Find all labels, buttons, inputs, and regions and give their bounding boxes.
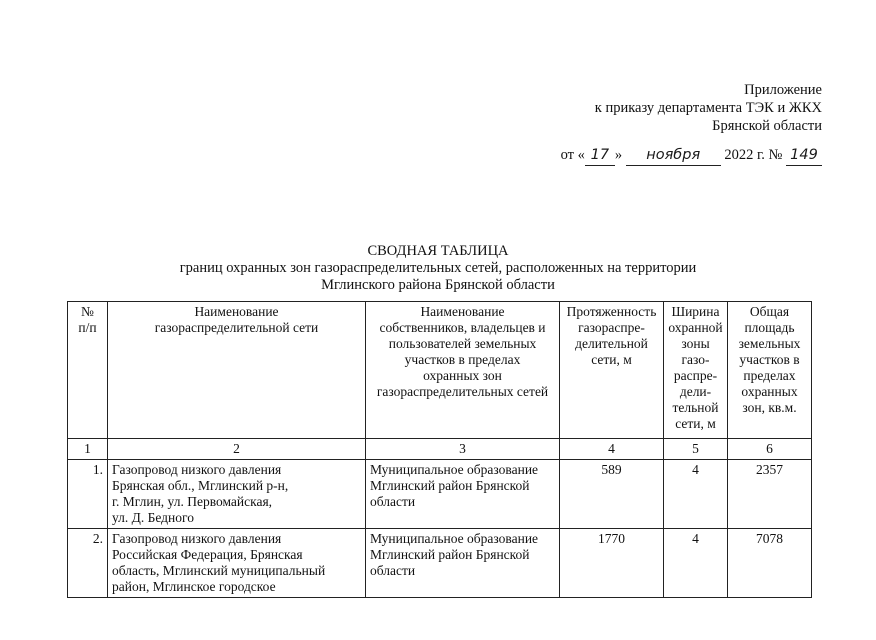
area-cell: 7078 <box>728 529 812 598</box>
width-cell: 4 <box>664 460 728 529</box>
owner-cell: Муниципальное образование Мглинский район Брянской области <box>366 460 560 529</box>
appendix-region: Брянской области <box>712 118 822 134</box>
table-header-row <box>68 302 812 439</box>
column-number: 1 <box>68 439 108 460</box>
order-year: 2022 г. № <box>724 147 783 163</box>
column-number: 5 <box>664 439 728 460</box>
header-cell-area: Общая площадь земельных участков в пределах охранных зон, кв.м. <box>728 302 812 439</box>
handwritten-order-number: 149 <box>786 145 822 166</box>
column-number: 2 <box>108 439 366 460</box>
table-row <box>68 460 812 529</box>
title-subtitle-1: границ охранных зон газораспределительных сетей, расположенных на территории <box>179 260 697 276</box>
owner-cell: Муниципальное образование Мглинский район Брянской области <box>366 529 560 598</box>
area-cell: 2357 <box>728 460 812 529</box>
appendix-title: Приложение <box>744 82 822 98</box>
column-number: 6 <box>728 439 812 460</box>
document-title <box>0 243 876 294</box>
header-cell-number: № п/п <box>68 302 108 439</box>
width-cell: 4 <box>664 529 728 598</box>
title-subtitle-2: Мглинского района Брянской области <box>321 277 555 293</box>
network-name-cell: Газопровод низкого давления Брянская обл., Мглинский р-н, г. Мглин, ул. Первомайская, ул. Д. Бедного <box>108 460 366 529</box>
network-name-cell: Газопровод низкого давления Российская Федерация, Брянская область, Мглинский муниципальный район, Мглинское городское <box>108 529 366 598</box>
column-number-row <box>68 439 812 460</box>
column-number: 3 <box>366 439 560 460</box>
handwritten-month: ноября <box>626 145 721 166</box>
row-number: 2. <box>68 529 108 598</box>
table-row <box>68 529 812 598</box>
title-main: СВОДНАЯ ТАБЛИЦА <box>367 243 509 259</box>
header-cell-width: Ширина охранной зоны газо- распре- дели- тельной сети, м <box>664 302 728 439</box>
length-cell: 589 <box>560 460 664 529</box>
summary-table <box>67 301 812 598</box>
appendix-order-ref: к приказу департамента ТЭК и ЖКХ <box>594 100 822 116</box>
order-date-line <box>561 145 822 166</box>
header-cell-owners: Наименование собственников, владельцев и пользователей земельных участков в пределах охранных зон газораспределительных сетей <box>366 302 560 439</box>
column-number: 4 <box>560 439 664 460</box>
appendix-header <box>595 81 822 135</box>
length-cell: 1770 <box>560 529 664 598</box>
header-cell-network-name: Наименование газораспределительной сети <box>108 302 366 439</box>
row-number: 1. <box>68 460 108 529</box>
header-cell-length: Протяженность газораспре- делительной сети, м <box>560 302 664 439</box>
order-quote-close: » <box>614 147 623 163</box>
handwritten-day: 17 <box>585 145 615 166</box>
order-prefix: от « <box>560 147 585 163</box>
